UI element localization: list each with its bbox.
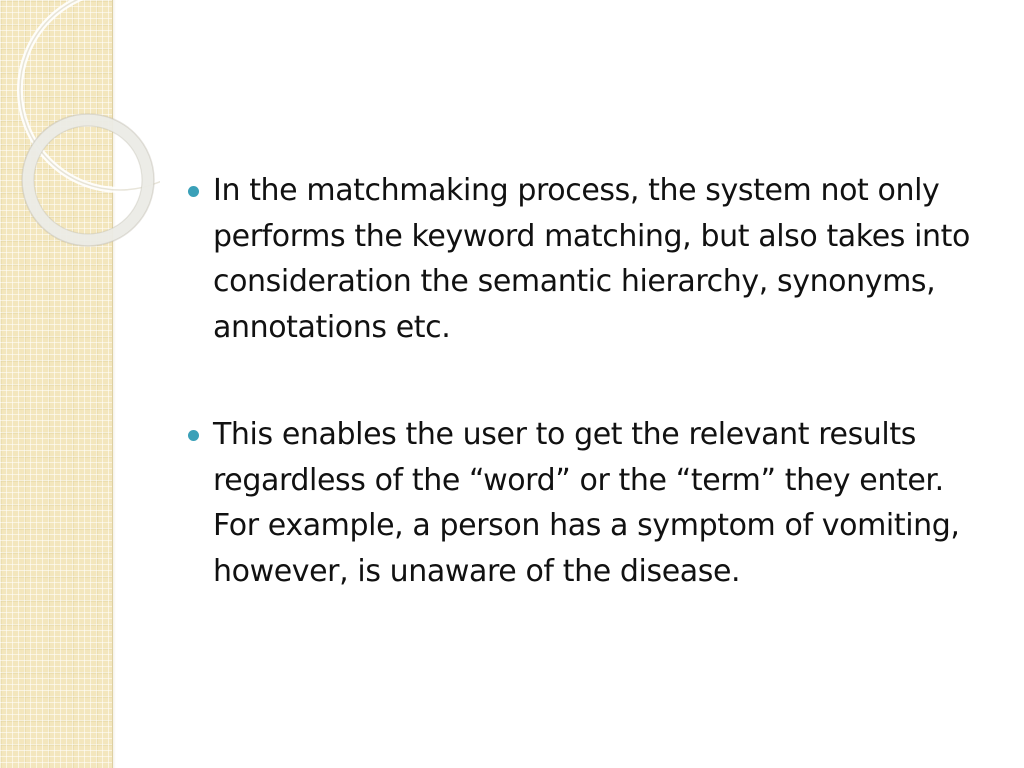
bullet-text: This enables the user to get the relevant results regardless of the “word” or the “term” they enter. For example, a person has a symptom of vomiting, however, is unaware of the disease. — [213, 417, 960, 589]
bullet-item — [182, 168, 994, 350]
bullet-list — [182, 168, 994, 594]
bullet-dot-icon — [188, 186, 199, 197]
bullet-text: In the matchmaking process, the system not only performs the keyword matching, but also takes into consideration the semantic hierarchy, synonyms, annotations etc. — [213, 173, 970, 345]
decorative-rings-graphic — [0, 0, 160, 260]
slide-content — [182, 168, 994, 594]
bullet-item — [182, 412, 994, 594]
bullet-dot-icon — [188, 430, 199, 441]
